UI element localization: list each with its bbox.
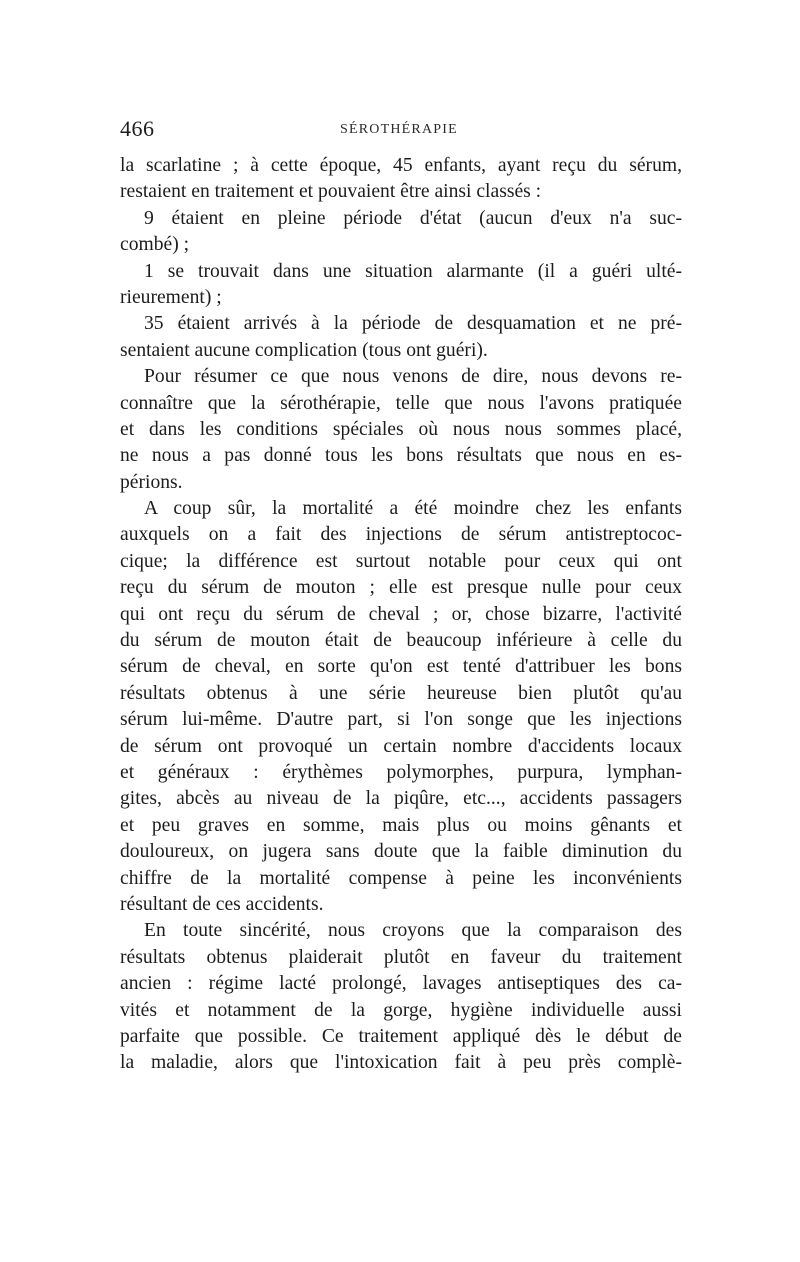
text-line: sentaient aucune complication (tous ont guéri). xyxy=(120,339,488,361)
text-line: reçu du sérum de mouton ; elle est presque nulle pour ceux xyxy=(120,577,682,599)
text-line: auxquels on a fait des injections de sérum antistreptococ- xyxy=(120,524,682,546)
text-line: et généraux : érythèmes polymorphes, purpura, lymphan- xyxy=(120,761,682,783)
text-line: douloureux, on jugera sans doute que la faible diminution du xyxy=(120,841,682,863)
text-line: et dans les conditions spéciales où nous nous sommes placé, xyxy=(120,418,682,440)
text-line: résultats obtenus à une série heureuse bien plutôt qu'au xyxy=(120,682,682,704)
text-line: ne nous a pas donné tous les bons résultats que nous en es- xyxy=(120,445,682,467)
text-line: 1 se trouvait dans une situation alarmante (il a guéri ulté- xyxy=(144,260,682,282)
text-line: combé) ; xyxy=(120,234,190,256)
text-line: Pour résumer ce que nous venons de dire, nous devons re- xyxy=(144,366,682,388)
text-line: la maladie, alors que l'intoxication fait à peu près complè- xyxy=(120,1052,682,1074)
text-line: vités et notamment de la gorge, hygiène individuelle aussi xyxy=(120,999,682,1021)
text-line: restaient en traitement et pouvaient être ainsi classés : xyxy=(120,181,542,203)
text-line: ancien : régime lacté prolongé, lavages antiseptiques des ca- xyxy=(120,973,682,995)
running-head: SÉROTHÉRAPIE xyxy=(340,122,458,137)
text-line: et peu graves en somme, mais plus ou moins gênants et xyxy=(120,814,682,836)
text-line: cique; la différence est surtout notable pour ceux qui ont xyxy=(120,550,682,572)
text-line: En toute sincérité, nous croyons que la comparaison des xyxy=(144,920,682,942)
text-line: qui ont reçu du sérum de cheval ; or, chose bizarre, l'activité xyxy=(120,603,682,625)
text-line: 35 étaient arrivés à la période de desquamation et ne pré- xyxy=(144,313,682,335)
text-line: résultats obtenus plaiderait plutôt en faveur du traitement xyxy=(120,946,682,968)
body-text xyxy=(120,153,682,1077)
text-line: de sérum ont provoqué un certain nombre d'accidents locaux xyxy=(120,735,682,757)
text-line: résultant de ces accidents. xyxy=(120,893,324,915)
text-line: gites, abcès au niveau de la piqûre, etc..., accidents passagers xyxy=(120,788,682,810)
page-number: 466 xyxy=(120,116,155,141)
text-line: connaître que la sérothérapie, telle que nous l'avons pratiquée xyxy=(120,392,682,414)
page-header xyxy=(120,116,682,140)
text-line: rieurement) ; xyxy=(120,286,222,308)
text-line: A coup sûr, la mortalité a été moindre chez les enfants xyxy=(144,498,682,520)
text-line: chiffre de la mortalité compense à peine les inconvénients xyxy=(120,867,682,889)
text-line: 9 étaient en pleine période d'état (aucun d'eux n'a suc- xyxy=(144,207,682,229)
text-line: la scarlatine ; à cette époque, 45 enfants, ayant reçu du sérum, xyxy=(120,155,682,176)
text-line: du sérum de mouton était de beaucoup inférieure à celle du xyxy=(120,630,682,652)
text-line: périons. xyxy=(120,471,183,493)
text-line: parfaite que possible. Ce traitement appliqué dès le début de xyxy=(120,1025,682,1047)
text-line: sérum lui-même. D'autre part, si l'on songe que les injections xyxy=(120,709,682,731)
text-line: sérum de cheval, en sorte qu'on est tenté d'attribuer les bons xyxy=(120,656,682,678)
